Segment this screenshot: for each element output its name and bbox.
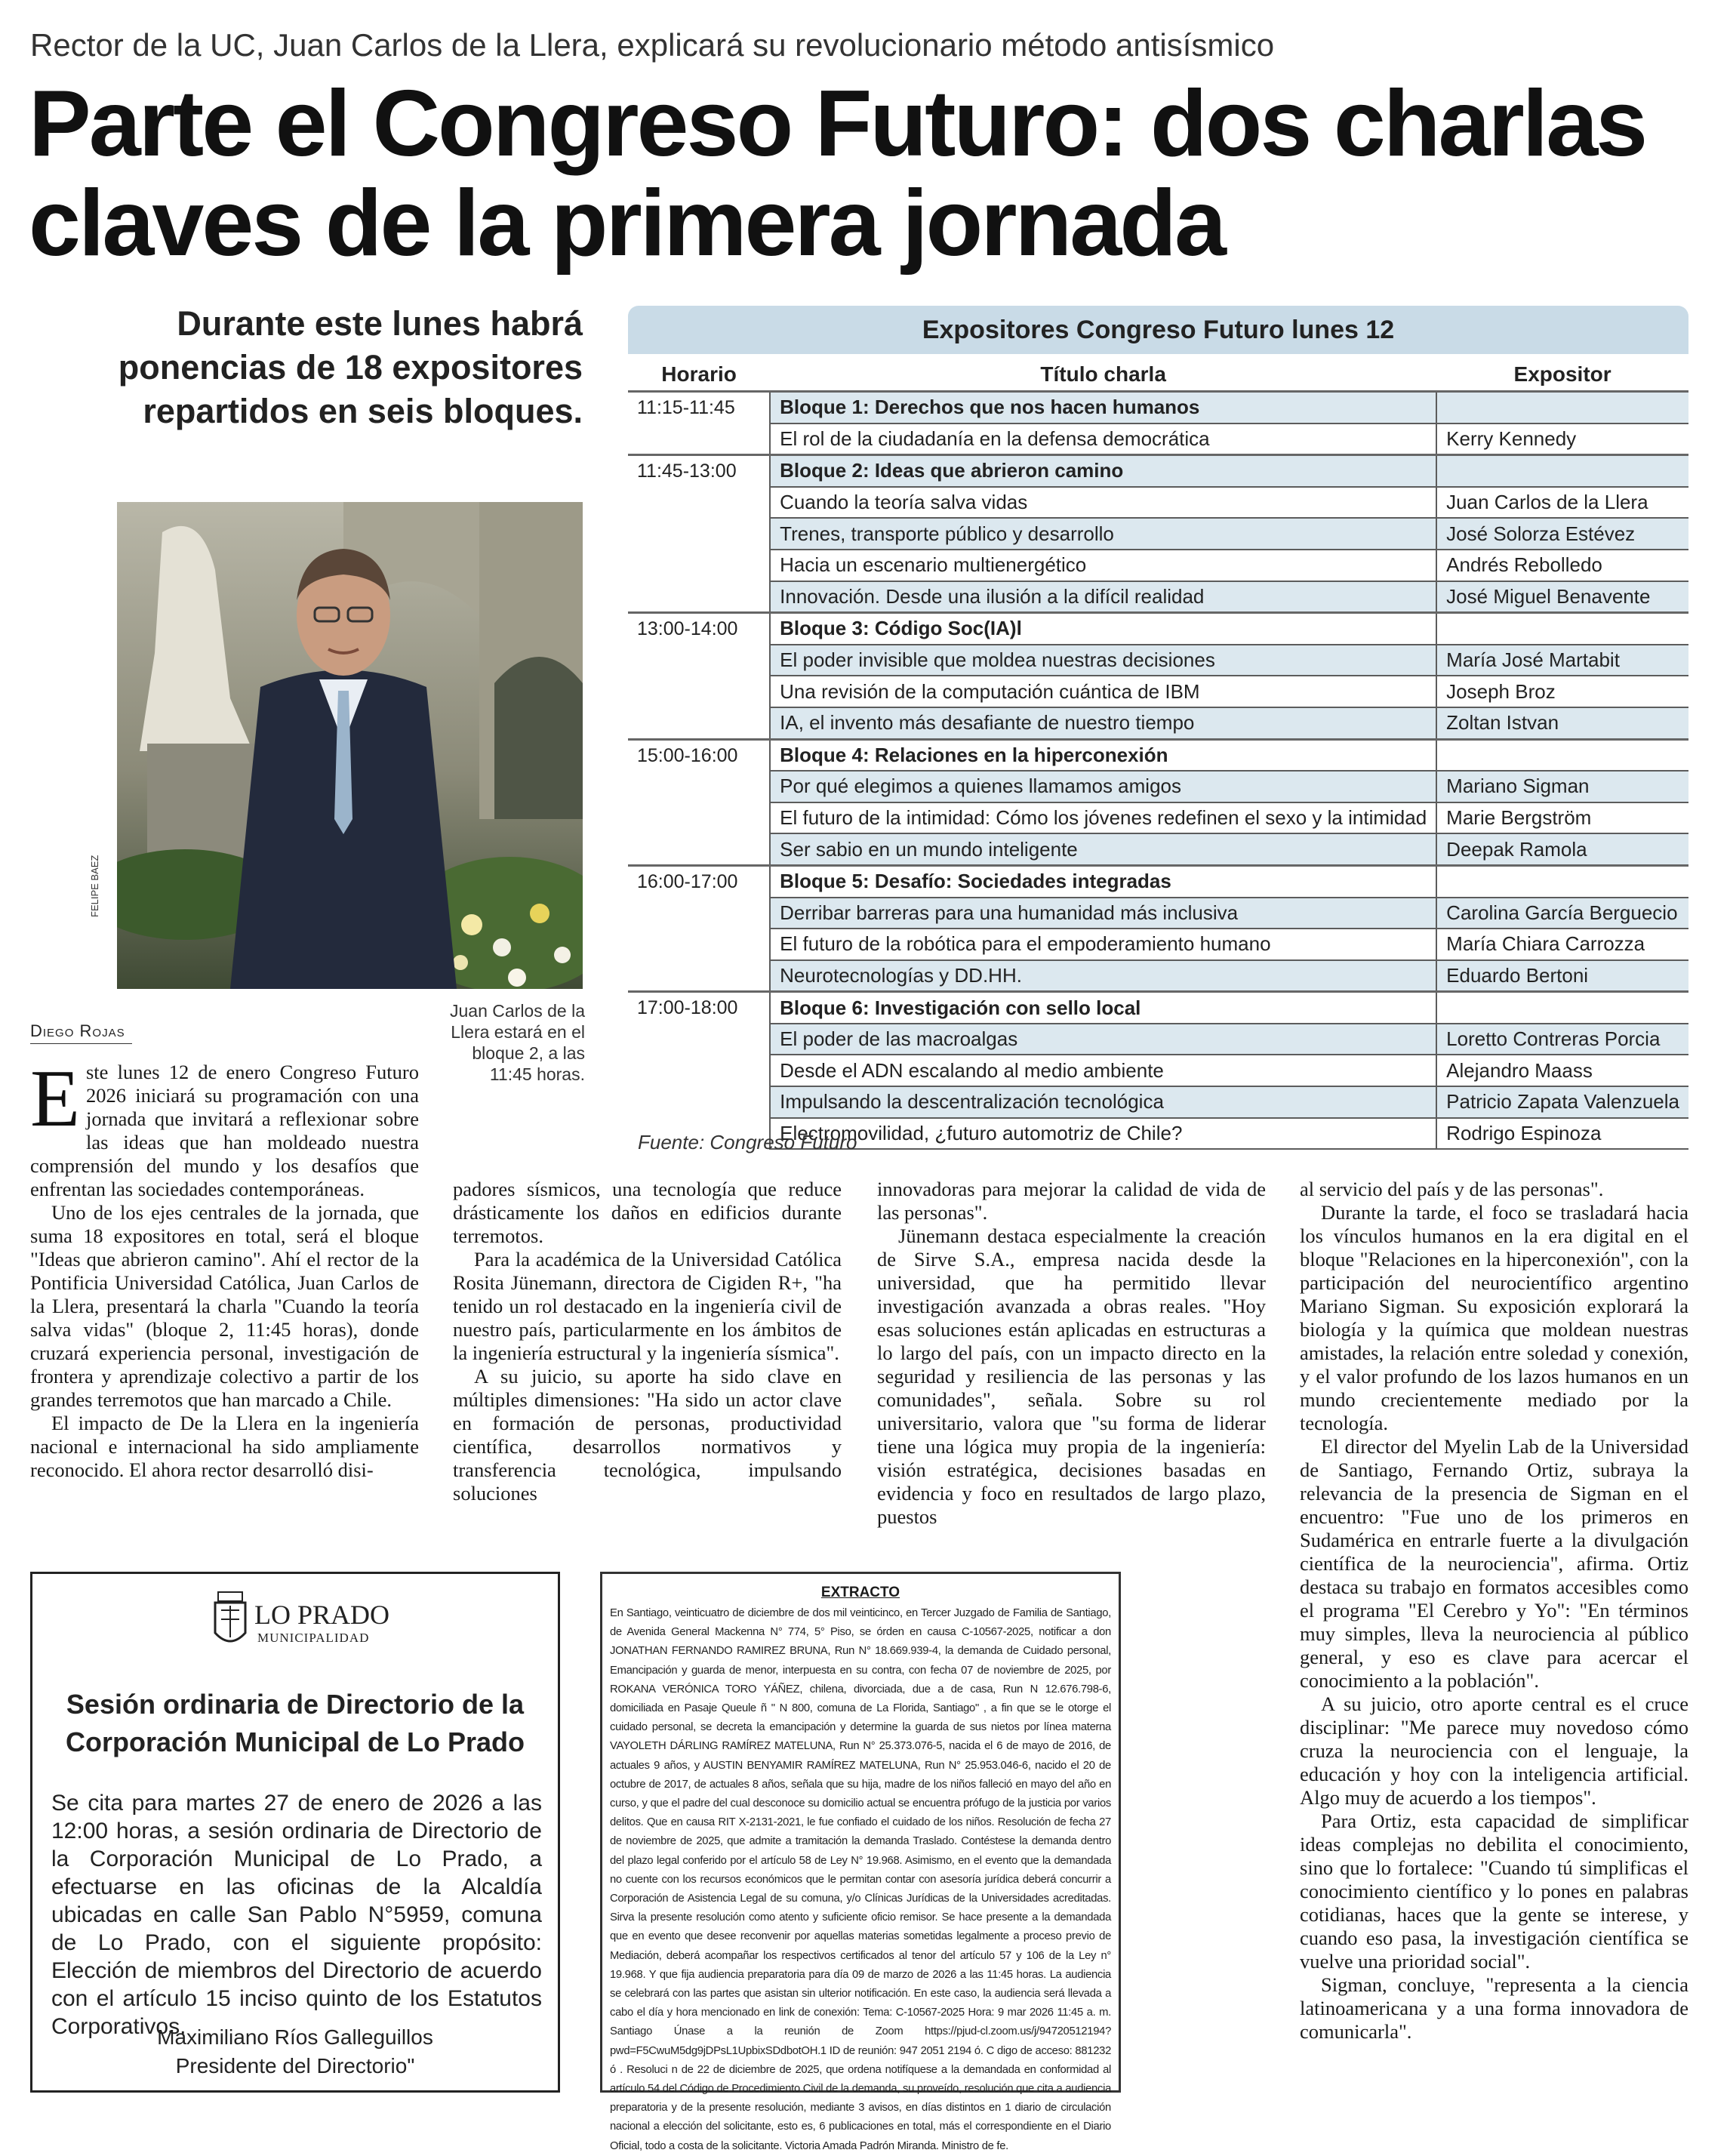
speaker-cell: Deepak Ramola bbox=[1436, 833, 1688, 865]
talk-title-cell: El rol de la ciudadanía en la defensa democrática bbox=[770, 424, 1436, 455]
paragraph: El impacto de De la Llera en la ingeniería nacional e internacional ha sido ampliamente reconocido. El ahora rector desarrolló disi- bbox=[30, 1412, 419, 1481]
table-row bbox=[628, 960, 1688, 992]
table-row bbox=[628, 898, 1688, 929]
paragraph: El director del Myelin Lab de la Universidad de Santiago, Fernando Ortiz, subraya la relevancia de la presencia de Sigman en el encuentro: "Fue uno de los primeros en Sudamérica en entrarle fuerte a la divulgación científica de la neurociencia", afirma. Ortiz destaca su trabajo en formatos accesibles como el programa "El Cerebro y Yo": "En términos muy simples, lleva la neurociencia al público general, y eso es clave para acercar el conocimiento a la población". bbox=[1300, 1435, 1688, 1692]
speaker-cell: María José Martabit bbox=[1436, 645, 1688, 676]
legal-body: En Santiago, veinticuatro de diciembre de dos mil veinticinco, en Tercer Juzgado de Familia de Santiago, de Avenida General Mackenna N° 774, 5° Piso, se órden en causa C-10567-2025, notificar a don JONATHAN FERNANDO RAMIREZ BRUNA, Run N° 18.669.939-4, la demanda de Cuidado personal, Emancipación y guarda de menor, interpuesta en su contra, con fecha 07 de noviembre de 2025, por ROKANA VERÓNICA TORO YÁÑEZ, chilena, divorciada, due a de casa, Run N 12.676.798-6, domiciliada en Pasaje Queule ñ " N 800, comuna de La Florida, Santiago" , a fin que se le otorge el cuidado personal, se decreta la emancipación y determine la guarda de sus nietos por línea materna VAYOLETH DÁRLING RAMÍREZ MATELUNA, Run N° 25.373.076-5, nacida el 6 de mayo de 2016, de actuales 9 años, y AUSTIN BENYAMIR RAMÍREZ MATELUNA, Run N° 25.953.046-6, nacido el 20 de octubre de 2017, de actuales 8 años, señala que su hija, madre de los niños falleció en mayo del año en curso, y que el padre del cual desconoce su domicilio actual se encuentra prófugo de la justicia por varios delitos. Que en causa RIT X-2131-2021, le fue confiado el cuidado de los niños. Resolución de fecha 27 de noviembre de 2025, que admite a tramitación la demanda Traslado. Contéstese la demanda dentro del plazo legal conferido por el artículo 58 de Ley N° 19.968. Asimismo, en el evento que la demandada no cuente con los recursos económicos que le permitan contar con asesoría jurídica deberá concurrir a Corporación de Asistencia Legal de su comuna, y/o Clínicas Jurídicas de la Universidades acreditadas. Sirva la presente resolución como atento y suficiente oficio remisor. Se hace presente a la demandada que en evento que desee reconvenir por aquellas materias sometidas legalmente a proceso previo de Mediación, deberá acompañar los respectivos certificados al tenor del artículo 57 y 106 de la Ley n° 19.968. Y que fija audiencia preparatoria para día 09 de marzo de 2026 a las 11:45 horas. La audiencia se celebrará con las partes que asistan sin ulterior notificación. En este caso, la audiencia será llevada a cabo el día y hora mencionado en link de conexión: Tema: C-10567-2025 Hora: 9 mar 2026 11:45 a. m. Santiago Únase a la reunión de Zoom https://pjud-cl.zoom.us/j/94720512194?pwd=F5CwuM5dg9jDPsL1UpbixSDdbotOH.1 ID de reunión: 947 2051 2194 ó. C digo de acceso: 881232 ó . Resoluci n de 22 de diciembre de 2025, que ordena notifíquese a la demandada en conformidad al artículo 54 del Código de Procedimiento Civil de la demanda, su proveído, resolución que cita a audiencia preparatoria y de la presente resolución, mediante 3 avisos, en días distintos en 1 diario de circulación nacional a elección del solicitante, esto es, 6 publicaciones en total, más el correspondiente en el Diario Oficial, todo a costa de la solicitante. Victoria Amada Padrón Miranda. Ministro de fe. bbox=[610, 1607, 1111, 2152]
crest-icon bbox=[208, 1588, 389, 1656]
speaker-cell: Carolina García Berguecio bbox=[1436, 898, 1688, 929]
talk-title-cell: El futuro de la intimidad: Cómo los jóvenes redefinen el sexo y la intimidad bbox=[770, 802, 1436, 834]
talk-title-cell: El futuro de la robótica para el empoderamiento humano bbox=[770, 929, 1436, 960]
paragraph: Uno de los ejes centrales de la jornada, que suma 18 expositores en total, será el bloque "Ideas que abrieron camino". Ahí el rector de la Pontificia Universidad Católica, Juan Carlos de la Llera, presentará la charla "Cuando la teoría salva vidas" (bloque 2, 11:45 horas), donde cruzará experiencia personal, investigación de frontera y aprendizaje colectivo a partir de los grandes terremotos que han marcado a Chile. bbox=[30, 1201, 419, 1411]
block-header-row bbox=[628, 613, 1688, 645]
table-source: Fuente: Congreso Futuro bbox=[638, 1131, 857, 1153]
table-row bbox=[628, 929, 1688, 960]
table-row bbox=[628, 1055, 1688, 1086]
block-header-row bbox=[628, 992, 1688, 1024]
legal-extract bbox=[600, 1572, 1121, 2152]
time-cell: 13:00-14:00 bbox=[628, 613, 770, 739]
byline-rule bbox=[30, 1043, 132, 1044]
speaker-cell: Kerry Kennedy bbox=[1436, 424, 1688, 455]
paragraph: Sigman, concluye, "representa a la ciencia latinoamericana y a una forma innovadora de comunicarla". bbox=[1300, 1973, 1688, 2043]
municipal-notice bbox=[30, 1572, 560, 2093]
drop-cap: E bbox=[30, 1054, 80, 1144]
table-row bbox=[628, 487, 1688, 519]
talk-title-cell: Impulsando la descentralización tecnológica bbox=[770, 1086, 1436, 1118]
block-title-cell: Bloque 6: Investigación con sello local bbox=[770, 992, 1436, 1024]
speaker-cell: Juan Carlos de la Llera bbox=[1436, 487, 1688, 519]
speaker-cell bbox=[1436, 455, 1688, 487]
table-row bbox=[628, 771, 1688, 802]
paragraph: A su juicio, su aporte ha sido clave en múltiples dimensiones: "Ha sido un actor clave en formación de personas, productividad científica, desarrollos normativos y transferencia tecnológica, impulsando soluciones bbox=[453, 1365, 842, 1505]
talk-title-cell: Por qué elegimos a quienes llamamos amigos bbox=[770, 771, 1436, 802]
byline: Diego Rojas bbox=[30, 1021, 125, 1040]
table-row bbox=[628, 1024, 1688, 1055]
table-row bbox=[628, 802, 1688, 834]
block-title-cell: Bloque 2: Ideas que abrieron camino bbox=[770, 455, 1436, 487]
speaker-cell: Alejandro Maass bbox=[1436, 1055, 1688, 1086]
time-cell: 11:15-11:45 bbox=[628, 392, 770, 455]
speaker-cell bbox=[1436, 392, 1688, 424]
photo-caption: Juan Carlos de la Llera estará en el bloque 2, a las 11:45 horas. bbox=[450, 1001, 585, 1084]
speaker-cell: José Solorza Estévez bbox=[1436, 518, 1688, 550]
time-cell: 11:45-13:00 bbox=[628, 455, 770, 613]
table-row bbox=[628, 707, 1688, 739]
speaker-cell: Andrés Rebolledo bbox=[1436, 550, 1688, 581]
speaker-cell: María Chiara Carrozza bbox=[1436, 929, 1688, 960]
block-header-row bbox=[628, 739, 1688, 771]
table-row bbox=[628, 1086, 1688, 1118]
table-row bbox=[628, 581, 1688, 613]
table-body bbox=[628, 392, 1688, 1150]
speaker-cell: Mariano Sigman bbox=[1436, 771, 1688, 802]
block-header-row bbox=[628, 865, 1688, 897]
time-cell: 16:00-17:00 bbox=[628, 865, 770, 991]
article-column-4 bbox=[1300, 1178, 1688, 2044]
paragraph: Jünemann destaca especialmente la creación de Sirve S.A., empresa nacida desde la universidad, que ha permitido llevar investigación avanzada a obras reales. "Hoy esas soluciones están aplicadas en estructuras a lo largo del país, con un impacto directo en la seguridad y resiliencia de las personas y las comunidades", señala. Sobre su rol universitario, valora que "su forma de liderar tiene una lógica muy propia de la ingeniería: visión estratégica, decisiones basadas en evidencia y foco en resultados de largo plazo, puestos bbox=[877, 1224, 1266, 1528]
talk-title-cell: El poder invisible que moldea nuestras decisiones bbox=[770, 645, 1436, 676]
talk-title-cell: Neurotecnologías y DD.HH. bbox=[770, 960, 1436, 992]
speaker-cell: Loretto Contreras Porcia bbox=[1436, 1024, 1688, 1055]
paragraph: Para Ortiz, esta capacidad de simplificar ideas complejas no debilita el conocimiento, sino que lo fortalece: "Cuando tú simplificas el conocimiento científico y lo pones en palabras cotidianas, haces que la gente se interese, y cuando eso pasa, la investigación científica se vuelve una prioridad social". bbox=[1300, 1810, 1688, 1973]
notice-body: Se cita para martes 27 de enero de 2026 a las 12:00 horas, a sesión ordinaria de Directorio de la Corporación Municipal de Lo Prado, a efectuarse en las oficinas de la Alcaldía ubicadas en calle San Pablo N°5959, comuna de Lo Prado, con el siguiente propósito: Elección de miembros del Directorio de acuerdo con el artículo 15 inciso quinto de los Estatutos Corporativos. bbox=[51, 1791, 542, 2039]
logo-text: LO PRADO bbox=[254, 1600, 389, 1630]
paragraph: padores sísmicos, una tecnología que reduce drásticamente los daños en edificios durante terremotos. bbox=[453, 1178, 842, 1247]
talk-title-cell: Ser sabio en un mundo inteligente bbox=[770, 833, 1436, 865]
headline: Parte el Congreso Futuro: dos charlas claves de la primera jornada bbox=[29, 72, 1646, 276]
speaker-cell: Zoltan Istvan bbox=[1436, 707, 1688, 739]
table-row bbox=[628, 424, 1688, 455]
speaker-cell: Marie Bergström bbox=[1436, 802, 1688, 834]
block-title-cell: Bloque 3: Código Soc(IA)l bbox=[770, 613, 1436, 645]
paragraph: A su juicio, otro aporte central es el cruce disciplinar: "Me parece muy novedoso cómo cruza la neurociencia con el lenguaje, la educación y hoy con la inteligencia artificial. Algo muy de acuerdo a los tiempos". bbox=[1300, 1692, 1688, 1809]
block-title-cell: Bloque 4: Relaciones en la hiperconexión bbox=[770, 739, 1436, 771]
article-column-1 bbox=[30, 1054, 419, 1482]
table-title: Expositores Congreso Futuro lunes 12 bbox=[628, 306, 1688, 354]
col-header-titulo: Título charla bbox=[770, 359, 1436, 392]
article-column-3 bbox=[877, 1178, 1266, 1529]
table-row bbox=[628, 518, 1688, 550]
article-column-2 bbox=[453, 1178, 842, 1505]
lo-prado-logo bbox=[208, 1588, 389, 1656]
paragraph: al servicio del país y de las personas". bbox=[1300, 1178, 1604, 1200]
kicker: Rector de la UC, Juan Carlos de la Llera, explicará su revolucionario método antisísmico bbox=[30, 27, 1275, 63]
logo-subtext: MUNICIPALIDAD bbox=[257, 1631, 370, 1645]
block-header-row bbox=[628, 392, 1688, 424]
photo-credit: FELIPE BAEZ bbox=[89, 855, 100, 917]
speaker-cell bbox=[1436, 865, 1688, 897]
col-header-horario: Horario bbox=[628, 359, 770, 392]
block-header-row bbox=[628, 455, 1688, 487]
portrait-photo bbox=[117, 502, 583, 989]
notice-title: Sesión ordinaria de Directorio de la Corporación Municipal de Lo Prado bbox=[65, 1689, 525, 1757]
speaker-cell: Joseph Broz bbox=[1436, 676, 1688, 707]
speaker-cell: Patricio Zapata Valenzuela bbox=[1436, 1086, 1688, 1118]
talk-title-cell: Cuando la teoría salva vidas bbox=[770, 487, 1436, 519]
speaker-cell: Eduardo Bertoni bbox=[1436, 960, 1688, 992]
speaker-cell: Rodrigo Espinoza bbox=[1436, 1118, 1688, 1150]
talk-title-cell: Electromovilidad, ¿futuro automotriz de Chile? bbox=[770, 1118, 1436, 1150]
talk-title-cell: Desde el ADN escalando al medio ambiente bbox=[770, 1055, 1436, 1086]
speaker-cell bbox=[1436, 739, 1688, 771]
talk-title-cell: Hacia un escenario multienergético bbox=[770, 550, 1436, 581]
talk-title-cell: Trenes, transporte público y desarrollo bbox=[770, 518, 1436, 550]
talk-title-cell: Una revisión de la computación cuántica de IBM bbox=[770, 676, 1436, 707]
notice-signature bbox=[32, 2023, 558, 2081]
time-cell: 15:00-16:00 bbox=[628, 739, 770, 865]
talk-title-cell: El poder de las macroalgas bbox=[770, 1024, 1436, 1055]
signer-role: Presidente del Directorio" bbox=[175, 2054, 415, 2077]
speakers-grid bbox=[628, 359, 1688, 1150]
speaker-cell: José Miguel Benavente bbox=[1436, 581, 1688, 613]
talk-title-cell: Derribar barreras para una humanidad más inclusiva bbox=[770, 898, 1436, 929]
paragraph: Durante la tarde, el foco se trasladará hacia los vínculos humanos en la era digital en el bloque "Relaciones en la hiperconexión", con la participación del neurocientífico argentino Mariano Sigman. Su exposición explorará la biología y la química que moldean nuestras amistades, la relación entre soledad y conexión, y el valor profundo de los lazos humanos en un mundo crecientemente mediado por la tecnología. bbox=[1300, 1201, 1688, 1434]
table-row bbox=[628, 676, 1688, 707]
block-title-cell: Bloque 1: Derechos que nos hacen humanos bbox=[770, 392, 1436, 424]
paragraph: innovadoras para mejorar la calidad de vida de las personas". bbox=[877, 1178, 1266, 1224]
time-cell: 17:00-18:00 bbox=[628, 992, 770, 1149]
table-row bbox=[628, 645, 1688, 676]
paragraph: Para la académica de la Universidad Católica Rosita Jünemann, directora de Cigiden R+, "ha tenido un rol destacado en la ingeniería civil de nuestro país, particularmente en los ámbitos de la ingeniería estructural y la ingeniería sísmica". bbox=[453, 1248, 842, 1364]
talk-title-cell: Innovación. Desde una ilusión a la difícil realidad bbox=[770, 581, 1436, 613]
table-row bbox=[628, 550, 1688, 581]
speaker-cell bbox=[1436, 992, 1688, 1024]
dek: Durante este lunes habrá ponencias de 18 expositores repartidos en seis bloques. bbox=[118, 304, 583, 430]
talk-title-cell: IA, el invento más desafiante de nuestro tiempo bbox=[770, 707, 1436, 739]
col-header-expositor: Expositor bbox=[1436, 359, 1688, 392]
legal-title: EXTRACTO bbox=[820, 1585, 900, 1600]
signer-name: Maximiliano Ríos Galleguillos bbox=[157, 2025, 433, 2049]
paragraph: Este lunes 12 de enero Congreso Futuro 2026 iniciará su programación con una jornada que invitará a reflexionar sobre las ideas que han moldeado nuestra comprensión del mundo y los desafíos que enfrentan las sociedades contemporáneas. bbox=[30, 1054, 419, 1200]
table-row bbox=[628, 833, 1688, 865]
block-title-cell: Bloque 5: Desafío: Sociedades integradas bbox=[770, 865, 1436, 897]
speaker-cell bbox=[1436, 613, 1688, 645]
photo-illustration bbox=[117, 502, 583, 989]
